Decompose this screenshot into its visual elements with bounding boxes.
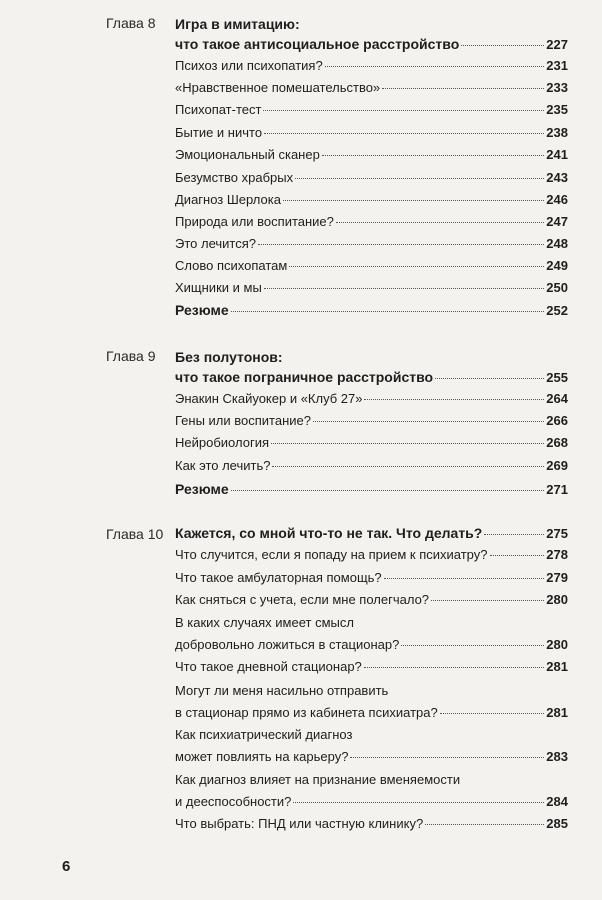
entry-title: Безумство храбрых bbox=[175, 170, 294, 185]
dot-leader bbox=[258, 244, 544, 245]
toc-entry[interactable] bbox=[175, 236, 568, 252]
dot-leader bbox=[272, 466, 544, 467]
chapter-label: Глава 8 bbox=[106, 15, 156, 31]
chapter-label: Глава 9 bbox=[106, 348, 156, 364]
toc-entry[interactable] bbox=[175, 413, 568, 429]
page-number: 250 bbox=[546, 280, 568, 295]
dot-leader bbox=[435, 378, 544, 379]
dot-leader bbox=[264, 288, 545, 289]
entry-title: Бытие и ничто bbox=[175, 125, 263, 140]
page-number: 279 bbox=[546, 570, 568, 585]
toc-entry[interactable] bbox=[175, 102, 568, 118]
page-number: 285 bbox=[546, 816, 568, 831]
page-number: 280 bbox=[546, 637, 568, 652]
toc-entry[interactable] bbox=[175, 170, 568, 186]
toc-entry[interactable] bbox=[175, 435, 568, 451]
dot-leader bbox=[231, 311, 545, 312]
toc-entry[interactable] bbox=[175, 58, 568, 74]
toc-entry-summary[interactable] bbox=[175, 302, 568, 319]
dot-leader bbox=[325, 66, 545, 67]
page-number: 249 bbox=[546, 258, 568, 273]
dot-leader bbox=[364, 667, 545, 668]
entry-title: Как сняться с учета, если мне полегчало? bbox=[175, 592, 430, 607]
page-number: 266 bbox=[546, 413, 568, 428]
entry-title-line1: Могут ли меня насильно отправить bbox=[175, 683, 389, 698]
entry-title: Резюме bbox=[175, 302, 229, 318]
chapter-title: что такое антисоциальное расстройство bbox=[175, 36, 460, 52]
dot-leader bbox=[263, 110, 544, 111]
dot-leader bbox=[431, 600, 544, 601]
entry-title: Эмоциональный сканер bbox=[175, 147, 320, 162]
page-number: 255 bbox=[546, 370, 568, 385]
page-number: 243 bbox=[546, 170, 568, 185]
entry-title: Что такое амбулаторная помощь? bbox=[175, 570, 382, 585]
page-number: 283 bbox=[546, 749, 568, 764]
dot-leader bbox=[336, 222, 544, 223]
page-number: 241 bbox=[546, 147, 568, 162]
entry-title: Это лечится? bbox=[175, 236, 256, 251]
chapter-title-line1: Без полутонов: bbox=[175, 349, 283, 365]
toc-entry[interactable] bbox=[175, 637, 568, 653]
dot-leader bbox=[461, 45, 544, 46]
toc-entry-summary[interactable] bbox=[175, 481, 568, 498]
page-number: 238 bbox=[546, 125, 568, 140]
entry-title: Что случится, если я попаду на прием к психиатру? bbox=[175, 547, 488, 562]
entry-title: Что такое дневной стационар? bbox=[175, 659, 362, 674]
entry-title: добровольно ложиться в стационар? bbox=[175, 637, 400, 652]
toc-entry[interactable] bbox=[175, 570, 568, 586]
page-number: 248 bbox=[546, 236, 568, 251]
dot-leader bbox=[231, 490, 545, 491]
entry-title-line1: Как психиатрический диагноз bbox=[175, 727, 353, 742]
entry-title-line1: В каких случаях имеет смысл bbox=[175, 615, 354, 630]
entry-title: Психоз или психопатия? bbox=[175, 58, 323, 73]
entry-title: Энакин Скайуокер и «Клуб 27» bbox=[175, 391, 363, 406]
dot-leader bbox=[490, 555, 545, 556]
page-number: 275 bbox=[546, 526, 568, 541]
page-number: 235 bbox=[546, 102, 568, 117]
page-number: 231 bbox=[546, 58, 568, 73]
entry-title: Как это лечить? bbox=[175, 458, 271, 473]
chapter-heading-row[interactable] bbox=[175, 36, 568, 53]
page-number: 281 bbox=[546, 705, 568, 720]
toc-entry[interactable] bbox=[175, 147, 568, 163]
entry-title: Природа или воспитание? bbox=[175, 214, 334, 229]
toc-entry[interactable] bbox=[175, 258, 568, 274]
page-folio: 6 bbox=[62, 858, 71, 875]
entry-title: Психопат-тест bbox=[175, 102, 262, 117]
chapter-label: Глава 10 bbox=[106, 526, 164, 542]
entry-title: Диагноз Шерлока bbox=[175, 192, 281, 207]
page-number: 278 bbox=[546, 547, 568, 562]
dot-leader bbox=[322, 155, 544, 156]
dot-leader bbox=[364, 399, 544, 400]
entry-title: и дееспособности? bbox=[175, 794, 292, 809]
toc-entry[interactable] bbox=[175, 592, 568, 608]
dot-leader bbox=[293, 802, 544, 803]
page-number: 233 bbox=[546, 80, 568, 95]
toc-entry[interactable] bbox=[175, 794, 568, 810]
entry-title: Хищники и мы bbox=[175, 280, 262, 295]
toc-entry[interactable] bbox=[175, 80, 568, 96]
toc-entry[interactable] bbox=[175, 125, 568, 141]
page-number: 271 bbox=[546, 482, 568, 497]
entry-title: Слово психопатам bbox=[175, 258, 288, 273]
page-number: 281 bbox=[546, 659, 568, 674]
dot-leader bbox=[382, 88, 544, 89]
dot-leader bbox=[425, 824, 544, 825]
toc-entry[interactable] bbox=[175, 749, 568, 765]
entry-title: может повлиять на карьеру? bbox=[175, 749, 349, 764]
chapter-heading-row[interactable] bbox=[175, 369, 568, 386]
dot-leader bbox=[283, 200, 544, 201]
entry-title: «Нравственное помешательство» bbox=[175, 80, 381, 95]
entry-title-line1: Как диагноз влияет на признание вменяемости bbox=[175, 772, 461, 787]
toc-entry[interactable] bbox=[175, 391, 568, 407]
page-number: 280 bbox=[546, 592, 568, 607]
dot-leader bbox=[264, 133, 544, 134]
toc-entry[interactable] bbox=[175, 458, 568, 474]
dot-leader bbox=[384, 578, 545, 579]
dot-leader bbox=[484, 534, 544, 535]
toc-entry[interactable] bbox=[175, 547, 568, 563]
page-number: 246 bbox=[546, 192, 568, 207]
chapter-title: Кажется, со мной что-то не так. Что делать? bbox=[175, 525, 483, 541]
toc-entry[interactable] bbox=[175, 214, 568, 230]
page-number: 269 bbox=[546, 458, 568, 473]
toc-entry[interactable] bbox=[175, 705, 568, 721]
dot-leader bbox=[289, 266, 544, 267]
chapter-title-line1: Игра в имитацию: bbox=[175, 16, 300, 32]
page-number: 284 bbox=[546, 794, 568, 809]
entry-title: Что выбрать: ПНД или частную клинику? bbox=[175, 816, 424, 831]
dot-leader bbox=[295, 178, 544, 179]
page-number: 227 bbox=[546, 37, 568, 52]
dot-leader bbox=[350, 757, 544, 758]
page-number: 247 bbox=[546, 214, 568, 229]
toc-entry[interactable] bbox=[175, 659, 568, 675]
chapter-title: что такое пограничное расстройство bbox=[175, 369, 434, 385]
page-number: 268 bbox=[546, 435, 568, 450]
entry-title: Гены или воспитание? bbox=[175, 413, 311, 428]
toc-entry[interactable] bbox=[175, 192, 568, 208]
toc-entry[interactable] bbox=[175, 816, 568, 832]
entry-title: Нейробиология bbox=[175, 435, 269, 450]
entry-title: в стационар прямо из кабинета психиатра? bbox=[175, 705, 438, 720]
dot-leader bbox=[271, 443, 544, 444]
page-number: 252 bbox=[546, 303, 568, 318]
dot-leader bbox=[401, 645, 544, 646]
chapter-heading-row[interactable] bbox=[175, 525, 568, 542]
dot-leader bbox=[440, 713, 545, 714]
dot-leader bbox=[313, 421, 544, 422]
page-number: 264 bbox=[546, 391, 568, 406]
toc-entry[interactable] bbox=[175, 280, 568, 296]
entry-title: Резюме bbox=[175, 481, 229, 497]
